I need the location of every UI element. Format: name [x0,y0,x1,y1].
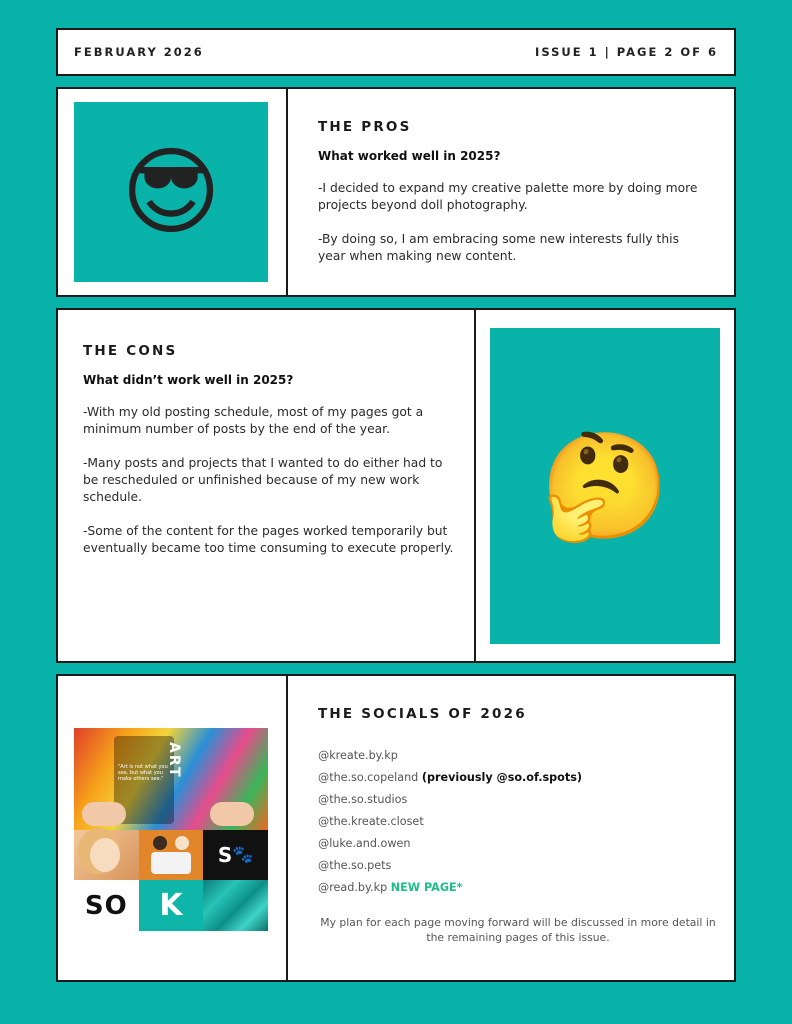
social-handle: @the.so.pets [318,859,392,872]
pros-text [318,119,710,265]
thinking-emoji-icon: 🤔 [540,425,670,547]
socials-title: THE SOCIALS OF 2026 [318,706,527,722]
pros-image [74,102,268,282]
pros-paragraph: -I decided to expand my creative palette more by doing more projects beyond doll photography. [318,181,698,212]
cons-image [490,328,720,644]
pros-question: What worked well in 2025? [318,149,501,163]
sunglasses-emoji-icon: 😎 [120,136,222,248]
k-logo [139,880,204,931]
cons-paragraph: -Some of the content for the pages worked temporarily but eventually became too time consuming to execute properly. [83,524,454,555]
social-handle: @the.so.studios [318,793,408,806]
cons-divider [474,310,476,661]
issue-page: ISSUE 1 | PAGE 2 OF 6 [535,45,718,59]
pros-panel [56,87,736,297]
socials-collage [74,728,268,931]
socials-note: My plan for each page moving forward will be discussed in more detail in the remaining pages of this issue. [320,916,716,944]
social-handle: @the.kreate.closet [318,815,424,828]
social-handle: @the.so.copeland (previously @so.of.spots) [318,771,582,784]
issue-header [56,28,736,76]
cons-text [83,343,455,557]
social-handle: @kreate.by.kp [318,749,398,762]
cons-question: What didn’t work well in 2025? [83,373,294,387]
so-logo-text: SO [84,890,128,921]
socials-text [318,706,718,945]
new-page-badge: NEW PAGE* [390,881,463,894]
figures-photo [139,830,204,880]
satin-fabric-photo [203,880,268,931]
cons-title: THE CONS [83,343,178,359]
cons-panel [56,308,736,663]
art-book-title: ART [166,742,182,779]
pros-divider [286,89,288,295]
issue-date: FEBRUARY 2026 [74,45,204,59]
social-handle: @luke.and.owen [318,837,411,850]
so-paw-logo-letter: S [217,843,233,867]
doll-photo [74,830,139,880]
social-handle: @read.by.kp NEW PAGE* [318,881,463,894]
socials-panel [56,674,736,982]
so-logo [74,880,139,931]
k-logo-text: K [159,888,183,923]
pros-title: THE PROS [318,119,412,135]
art-quote: "Art is not what you see, but what you make others see." [118,764,168,782]
socials-list [318,745,718,899]
cons-paragraph: -With my old posting schedule, most of my pages got a minimum number of posts by the end of the year. [83,405,424,436]
previous-handle-note: (previously @so.of.spots) [421,771,582,784]
socials-divider [286,676,288,980]
pros-paragraph: -By doing so, I am embracing some new interests fully this year when making new content. [318,232,679,263]
cons-paragraph: -Many posts and projects that I wanted to do either had to be rescheduled or unfinished because of my new work schedule. [83,456,443,504]
art-book-photo [74,728,268,830]
so-paw-logo [203,830,268,880]
paw-icon: 🐾 [232,845,254,865]
